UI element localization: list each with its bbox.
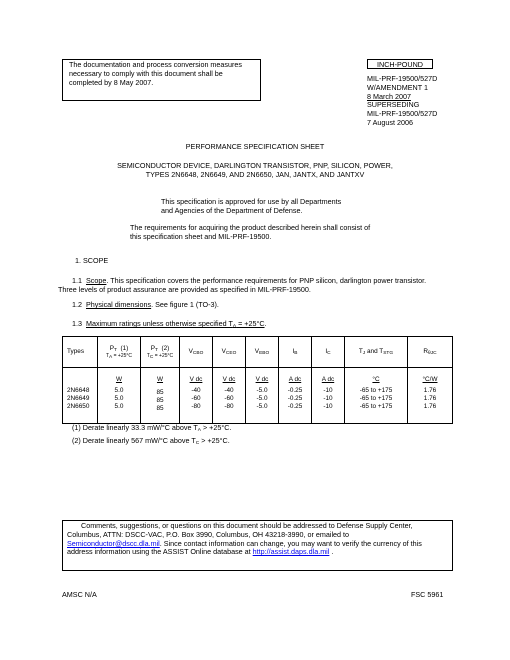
page-title: PERFORMANCE SPECIFICATION SHEET (185, 142, 325, 151)
unit-cell: A dc (279, 368, 312, 386)
header-vceo: $V_{CEO}$ (213, 337, 246, 368)
header-vcbo: $V_{CBO}$ (180, 337, 213, 368)
unit-cell: °C/W (408, 368, 453, 386)
ib-cell: -0.25 -0.25 -0.25 (279, 385, 312, 424)
unit-cell: A dc (312, 368, 345, 386)
unit-cell: W (141, 368, 180, 386)
superseded-date: 7 August 2006 (367, 117, 413, 127)
header-pt2: $P_T$ (2) $T_C = +25^\circ C$ (141, 337, 180, 368)
header-pt1: $P_T$ (1) $T_A = +25^\circ C$ (98, 337, 141, 368)
assist-url-link[interactable]: http://assist.daps.dla.mil (252, 547, 330, 557)
header-ib: $I_B$ (279, 337, 312, 368)
unit-cell: V dc (213, 368, 246, 386)
doc-amendment: W/AMENDMENT 1 (367, 82, 428, 92)
inch-pound-label: INCH-POUND (367, 59, 433, 69)
pt1-cell: 5.0 5.0 5.0 (98, 385, 141, 424)
superseding-label: SUPERSEDING (367, 100, 420, 110)
approval-statement: This specification is approved for use by all Departments and Agencies of the Department of Defense. (161, 197, 342, 215)
paragraph-1-1: 1.1 Scope. This specification covers the performance requirements for PNP silicon, darlington power transistor. Three levels of product assurance are provided as specified in MIL-PRF-19500. (58, 276, 427, 294)
header-tj-tstg: $T_J$ and $T_{STG}$ (345, 337, 408, 368)
header-ic: $I_C$ (312, 337, 345, 368)
scope-heading: 1. SCOPE (75, 256, 109, 265)
doc-date: 8 March 2007 (367, 91, 411, 101)
device-subtitle: SEMICONDUCTOR DEVICE, DARLINGTON TRANSISTOR, PNP, SILICON, POWER, TYPES 2N6648, 2N6649, AND 2N6650, JAN, JANTX, AND JANTXV (117, 161, 393, 179)
vcbo-cell: -40 -60 -80 (180, 385, 213, 424)
requirements-statement: The requirements for acquiring the product described herein shall consist of this specification sheet and MIL-PRF-19500. (130, 223, 371, 241)
header-vebo: $V_{EBO}$ (246, 337, 279, 368)
unit-cell: °C (345, 368, 408, 386)
unit-cell: V dc (180, 368, 213, 386)
pt2-cell: 85 85 85 (141, 385, 180, 424)
notice-text: The documentation and process conversion measures necessary to comply with this document shall be completed by 8 May 2007. (69, 60, 242, 87)
email-link[interactable]: Semiconductor@dscc.dla.mil (67, 538, 160, 548)
note-1: (1) Derate linearly 33.3 mW/°C above $T_A > +25^\circ C$. (72, 423, 232, 433)
ratings-table (62, 336, 453, 424)
header-types: Types (63, 337, 98, 368)
notice-box (62, 59, 261, 101)
comments-box: Comments, suggestions, or questions on this document should be addressed to Defense Supply Center, Columbus, ATTN: DSCC-VAC, P.O. Box 3990, Columbus, OH 43218-3990, or emailed to Semiconductor@dscc.dla.mil. Since contact information can change, you may want to verify the currency of this address information using the ASSIST Online database at http://assist.daps.dla.mil . (62, 520, 453, 571)
paragraph-1-2: 1.2 Physical dimensions. See figure 1 (TO-3). (72, 300, 219, 309)
unit-cell-types (63, 368, 98, 386)
tj-tstg-cell: -65 to +175 -65 to +175 -65 to +175 (345, 385, 408, 424)
footer-amsc: AMSC N/A (62, 590, 97, 599)
header-rjc: $R_{\theta JC}$ (408, 337, 453, 368)
rjc-cell: 1.76 1.76 1.76 (408, 385, 453, 424)
vceo-cell: -40 -60 -80 (213, 385, 246, 424)
unit-cell: V dc (246, 368, 279, 386)
footer-fsc: FSC 5961 (411, 590, 444, 599)
doc-number: MIL-PRF-19500/527D (367, 74, 438, 83)
note-2: (2) Derate linearly 567 mW/°C above $T_C > +25^\circ C$. (72, 436, 230, 446)
document-identifier (367, 75, 497, 128)
superseded-number: MIL-PRF-19500/527D (367, 109, 438, 119)
ic-cell: -10 -10 -10 (312, 385, 345, 424)
unit-cell: W (98, 368, 141, 386)
table-header-row (63, 337, 453, 368)
vebo-cell: -5.0 -5.0 -5.0 (246, 385, 279, 424)
table-units-row (63, 368, 453, 386)
paragraph-1-3: 1.3 Maximum ratings unless otherwise specified $T_A = +25^\circ C$. (72, 319, 267, 329)
table-data-row (63, 385, 453, 424)
types-cell: 2N6648 2N6649 2N6650 (67, 387, 90, 410)
